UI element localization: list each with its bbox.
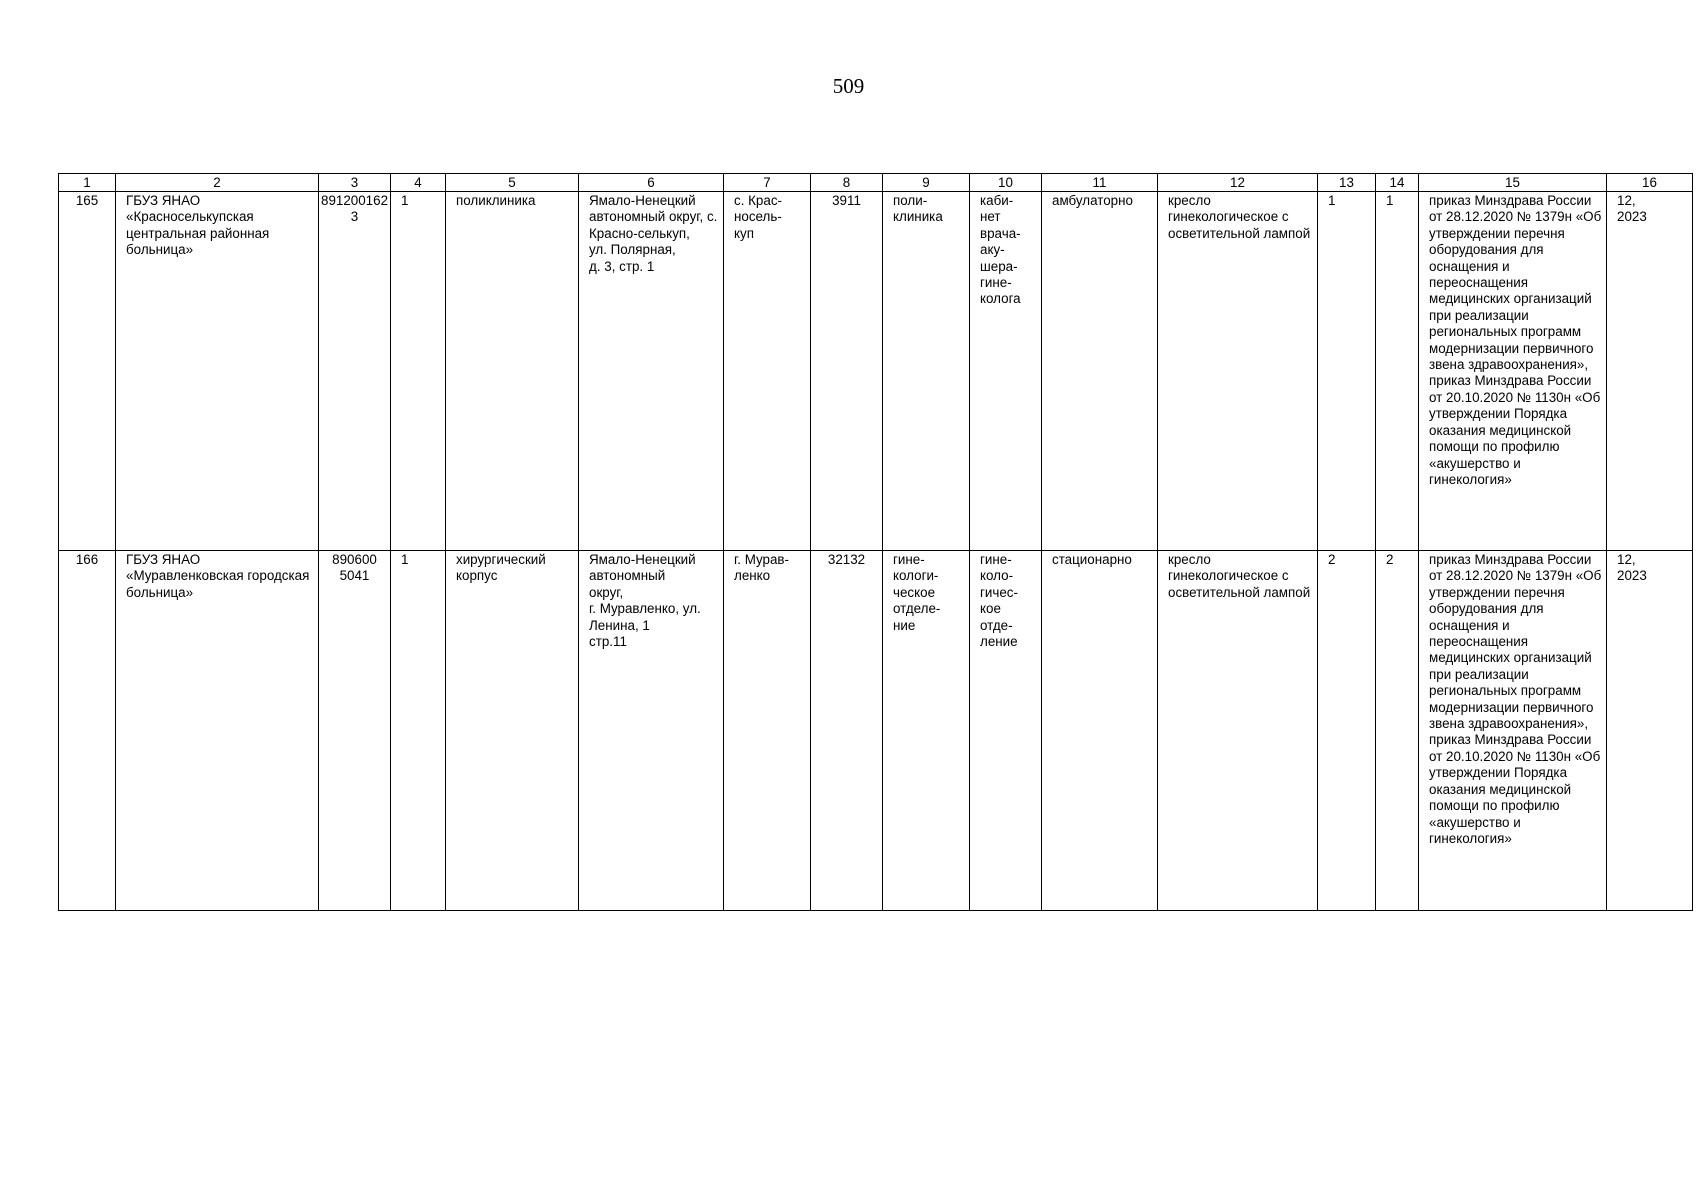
population-cell: 3911: [811, 192, 883, 551]
column-header: 8: [811, 174, 883, 192]
inn-cell: 890600 5041: [319, 551, 391, 911]
care-type-cell: амбулаторно: [1042, 192, 1158, 551]
equipment-cell: кресло гинекологическое с осветительной лампой: [1158, 192, 1318, 551]
table-row: [59, 551, 1693, 911]
settlement-cell: с. Крас- носель- куп: [724, 192, 811, 551]
building-cell: поликлиника: [446, 192, 579, 551]
inn-cell: 891200162 3: [319, 192, 391, 551]
unit-cell: гине- кологи- ческое отделе- ние: [883, 551, 970, 911]
quantity-cell: 1: [1376, 192, 1419, 551]
unit-cell: поли- клиника: [883, 192, 970, 551]
column-header: 2: [116, 174, 319, 192]
column-number-header-row: [59, 174, 1693, 192]
organization-cell: ГБУЗ ЯНАО «Муравленковская городская больница»: [116, 551, 319, 911]
equipment-cell: кресло гинекологическое с осветительной лампой: [1158, 551, 1318, 911]
room-cell: каби- нет врача- аку- шера- гине- колога: [970, 192, 1042, 551]
settlement-cell: г. Мурав- ленко: [724, 551, 811, 911]
column-header: 7: [724, 174, 811, 192]
column-header: 13: [1318, 174, 1376, 192]
care-type-cell: стационарно: [1042, 551, 1158, 911]
address-cell: Ямало-Ненецкий автономный округ, с. Красно-селькуп, ул. Полярная, д. 3, стр. 1: [579, 192, 724, 551]
column-header: 10: [970, 174, 1042, 192]
column-header: 4: [391, 174, 446, 192]
regulation-cell: приказ Минздрава России от 28.12.2020 № 1379н «Об утверждении перечня оборудования для оснащения и переоснащения медицинских организаций при реализации региональных программ модернизации первичного звена здравоохранения», приказ Минздрава России от 20.10.2020 № 1130н «Об утверждении Порядка оказания медицинской помощи по профилю «акушерство и гинекология»: [1419, 192, 1607, 551]
column-header: 11: [1042, 174, 1158, 192]
column-header: 12: [1158, 174, 1318, 192]
column-header: 14: [1376, 174, 1419, 192]
count-cell: 1: [391, 551, 446, 911]
column-header: 15: [1419, 174, 1607, 192]
column-header: 3: [319, 174, 391, 192]
row-number-cell: 166: [59, 551, 116, 911]
deadline-cell: 12, 2023: [1607, 551, 1693, 911]
quantity-cell: 2: [1318, 551, 1376, 911]
quantity-cell: 1: [1318, 192, 1376, 551]
row-number-cell: 165: [59, 192, 116, 551]
address-cell: Ямало-Ненецкий автономный округ, г. Муравленко, ул. Ленина, 1 стр.11: [579, 551, 724, 911]
population-cell: 32132: [811, 551, 883, 911]
quantity-cell: 2: [1376, 551, 1419, 911]
room-cell: гине- коло- гичес- кое отде- ление: [970, 551, 1042, 911]
organization-cell: ГБУЗ ЯНАО «Красноселькупская центральная районная больница»: [116, 192, 319, 551]
equipment-register-table: [58, 173, 1693, 911]
building-cell: хирургический корпус: [446, 551, 579, 911]
page-number: 509: [832, 74, 865, 98]
count-cell: 1: [391, 192, 446, 551]
deadline-cell: 12, 2023: [1607, 192, 1693, 551]
column-header: 6: [579, 174, 724, 192]
column-header: 9: [883, 174, 970, 192]
column-header: 5: [446, 174, 579, 192]
table-row: [59, 192, 1693, 551]
column-header: 16: [1607, 174, 1693, 192]
column-header: 1: [59, 174, 116, 192]
regulation-cell: приказ Минздрава России от 28.12.2020 № 1379н «Об утверждении перечня оборудования для оснащения и переоснащения медицинских организаций при реализации региональных программ модернизации первичного звена здравоохранения», приказ Минздрава России от 20.10.2020 № 1130н «Об утверждении Порядка оказания медицинской помощи по профилю «акушерство и гинекология»: [1419, 551, 1607, 911]
